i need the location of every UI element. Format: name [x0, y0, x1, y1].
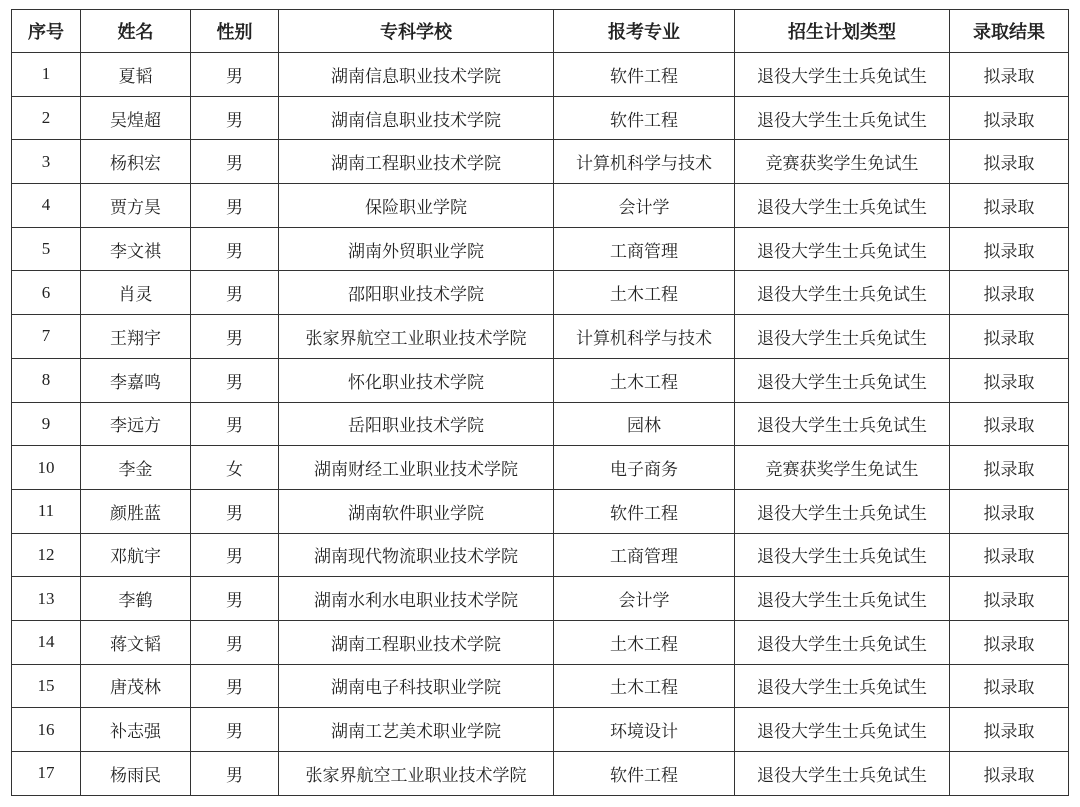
- table-row: [12, 533, 1069, 577]
- header-result: 录取结果: [950, 10, 1069, 53]
- cell-plan-type: 退役大学生士兵免试生: [735, 184, 950, 228]
- table-row: [12, 184, 1069, 228]
- cell-college: 张家界航空工业职业技术学院: [279, 752, 554, 796]
- cell-result: 拟录取: [950, 446, 1069, 490]
- cell-index: 10: [12, 446, 81, 490]
- cell-name: 李远方: [81, 402, 191, 446]
- table-row: [12, 752, 1069, 796]
- cell-index: 5: [12, 227, 81, 271]
- cell-major: 计算机科学与技术: [554, 315, 735, 359]
- cell-name: 肖灵: [81, 271, 191, 315]
- cell-name: 李文祺: [81, 227, 191, 271]
- header-gender: 性别: [191, 10, 279, 53]
- cell-result: 拟录取: [950, 620, 1069, 664]
- cell-college: 湖南工程职业技术学院: [279, 140, 554, 184]
- cell-gender: 男: [191, 184, 279, 228]
- cell-gender: 男: [191, 752, 279, 796]
- cell-name: 邓航宇: [81, 533, 191, 577]
- cell-index: 17: [12, 752, 81, 796]
- cell-gender: 男: [191, 227, 279, 271]
- cell-plan-type: 退役大学生士兵免试生: [735, 620, 950, 664]
- cell-major: 工商管理: [554, 533, 735, 577]
- cell-major: 软件工程: [554, 752, 735, 796]
- table-row: [12, 664, 1069, 708]
- cell-gender: 男: [191, 53, 279, 97]
- cell-gender: 男: [191, 358, 279, 402]
- cell-index: 7: [12, 315, 81, 359]
- table-body: [12, 53, 1069, 796]
- table-row: [12, 96, 1069, 140]
- cell-name: 唐茂林: [81, 664, 191, 708]
- cell-name: 颜胜蓝: [81, 489, 191, 533]
- cell-plan-type: 退役大学生士兵免试生: [735, 271, 950, 315]
- cell-name: 补志强: [81, 708, 191, 752]
- cell-college: 邵阳职业技术学院: [279, 271, 554, 315]
- cell-major: 土木工程: [554, 620, 735, 664]
- cell-plan-type: 退役大学生士兵免试生: [735, 577, 950, 621]
- cell-index: 13: [12, 577, 81, 621]
- cell-result: 拟录取: [950, 271, 1069, 315]
- cell-result: 拟录取: [950, 96, 1069, 140]
- cell-college: 湖南软件职业学院: [279, 489, 554, 533]
- cell-plan-type: 退役大学生士兵免试生: [735, 315, 950, 359]
- cell-name: 吴煌超: [81, 96, 191, 140]
- cell-plan-type: 退役大学生士兵免试生: [735, 533, 950, 577]
- cell-result: 拟录取: [950, 358, 1069, 402]
- cell-result: 拟录取: [950, 533, 1069, 577]
- cell-index: 14: [12, 620, 81, 664]
- cell-result: 拟录取: [950, 664, 1069, 708]
- cell-college: 湖南财经工业职业技术学院: [279, 446, 554, 490]
- cell-gender: 男: [191, 664, 279, 708]
- cell-name: 李鹤: [81, 577, 191, 621]
- cell-plan-type: 退役大学生士兵免试生: [735, 708, 950, 752]
- cell-major: 计算机科学与技术: [554, 140, 735, 184]
- cell-plan-type: 退役大学生士兵免试生: [735, 489, 950, 533]
- cell-result: 拟录取: [950, 140, 1069, 184]
- cell-result: 拟录取: [950, 184, 1069, 228]
- cell-major: 园林: [554, 402, 735, 446]
- cell-college: 湖南现代物流职业技术学院: [279, 533, 554, 577]
- cell-result: 拟录取: [950, 53, 1069, 97]
- cell-index: 15: [12, 664, 81, 708]
- cell-college: 湖南信息职业技术学院: [279, 96, 554, 140]
- table-row: [12, 489, 1069, 533]
- cell-plan-type: 退役大学生士兵免试生: [735, 96, 950, 140]
- cell-major: 会计学: [554, 184, 735, 228]
- table-row: [12, 446, 1069, 490]
- cell-plan-type: 退役大学生士兵免试生: [735, 358, 950, 402]
- cell-gender: 男: [191, 708, 279, 752]
- admission-table: [11, 9, 1069, 796]
- cell-name: 杨雨民: [81, 752, 191, 796]
- cell-college: 湖南外贸职业学院: [279, 227, 554, 271]
- cell-plan-type: 退役大学生士兵免试生: [735, 402, 950, 446]
- cell-major: 土木工程: [554, 358, 735, 402]
- cell-result: 拟录取: [950, 315, 1069, 359]
- cell-index: 12: [12, 533, 81, 577]
- cell-gender: 男: [191, 533, 279, 577]
- cell-index: 1: [12, 53, 81, 97]
- cell-gender: 男: [191, 271, 279, 315]
- cell-major: 工商管理: [554, 227, 735, 271]
- cell-plan-type: 退役大学生士兵免试生: [735, 752, 950, 796]
- cell-major: 软件工程: [554, 53, 735, 97]
- cell-index: 2: [12, 96, 81, 140]
- cell-college: 保险职业学院: [279, 184, 554, 228]
- cell-college: 怀化职业技术学院: [279, 358, 554, 402]
- cell-gender: 男: [191, 96, 279, 140]
- table-row: [12, 315, 1069, 359]
- cell-college: 湖南电子科技职业学院: [279, 664, 554, 708]
- cell-college: 湖南工艺美术职业学院: [279, 708, 554, 752]
- cell-college: 张家界航空工业职业技术学院: [279, 315, 554, 359]
- table-row: [12, 140, 1069, 184]
- cell-gender: 男: [191, 577, 279, 621]
- cell-gender: 男: [191, 402, 279, 446]
- table-row: [12, 358, 1069, 402]
- cell-major: 软件工程: [554, 96, 735, 140]
- cell-result: 拟录取: [950, 577, 1069, 621]
- table-row: [12, 620, 1069, 664]
- cell-college: 湖南信息职业技术学院: [279, 53, 554, 97]
- header-index: 序号: [12, 10, 81, 53]
- cell-name: 蒋文韬: [81, 620, 191, 664]
- cell-result: 拟录取: [950, 708, 1069, 752]
- cell-plan-type: 退役大学生士兵免试生: [735, 227, 950, 271]
- cell-name: 贾方昊: [81, 184, 191, 228]
- header-college: 专科学校: [279, 10, 554, 53]
- cell-index: 11: [12, 489, 81, 533]
- cell-gender: 男: [191, 315, 279, 359]
- cell-gender: 男: [191, 489, 279, 533]
- cell-plan-type: 竞赛获奖学生免试生: [735, 140, 950, 184]
- admission-list-sheet: [11, 9, 1068, 796]
- cell-name: 李金: [81, 446, 191, 490]
- header-plan-type: 招生计划类型: [735, 10, 950, 53]
- table-row: [12, 271, 1069, 315]
- table-row: [12, 53, 1069, 97]
- cell-name: 杨积宏: [81, 140, 191, 184]
- header-name: 姓名: [81, 10, 191, 53]
- cell-index: 3: [12, 140, 81, 184]
- cell-plan-type: 退役大学生士兵免试生: [735, 664, 950, 708]
- cell-plan-type: 退役大学生士兵免试生: [735, 53, 950, 97]
- table-header-row: [12, 10, 1069, 53]
- cell-major: 软件工程: [554, 489, 735, 533]
- cell-name: 李嘉鸣: [81, 358, 191, 402]
- cell-name: 王翔宇: [81, 315, 191, 359]
- cell-college: 岳阳职业技术学院: [279, 402, 554, 446]
- cell-plan-type: 竞赛获奖学生免试生: [735, 446, 950, 490]
- cell-result: 拟录取: [950, 752, 1069, 796]
- cell-gender: 男: [191, 140, 279, 184]
- cell-result: 拟录取: [950, 402, 1069, 446]
- cell-index: 6: [12, 271, 81, 315]
- cell-gender: 男: [191, 620, 279, 664]
- table-row: [12, 402, 1069, 446]
- cell-result: 拟录取: [950, 489, 1069, 533]
- cell-gender: 女: [191, 446, 279, 490]
- cell-major: 土木工程: [554, 271, 735, 315]
- cell-major: 土木工程: [554, 664, 735, 708]
- cell-index: 16: [12, 708, 81, 752]
- cell-college: 湖南水利水电职业技术学院: [279, 577, 554, 621]
- cell-major: 环境设计: [554, 708, 735, 752]
- table-row: [12, 227, 1069, 271]
- cell-name: 夏韬: [81, 53, 191, 97]
- cell-index: 4: [12, 184, 81, 228]
- cell-index: 8: [12, 358, 81, 402]
- cell-major: 会计学: [554, 577, 735, 621]
- cell-major: 电子商务: [554, 446, 735, 490]
- table-row: [12, 708, 1069, 752]
- table-row: [12, 577, 1069, 621]
- header-major: 报考专业: [554, 10, 735, 53]
- cell-college: 湖南工程职业技术学院: [279, 620, 554, 664]
- cell-result: 拟录取: [950, 227, 1069, 271]
- cell-index: 9: [12, 402, 81, 446]
